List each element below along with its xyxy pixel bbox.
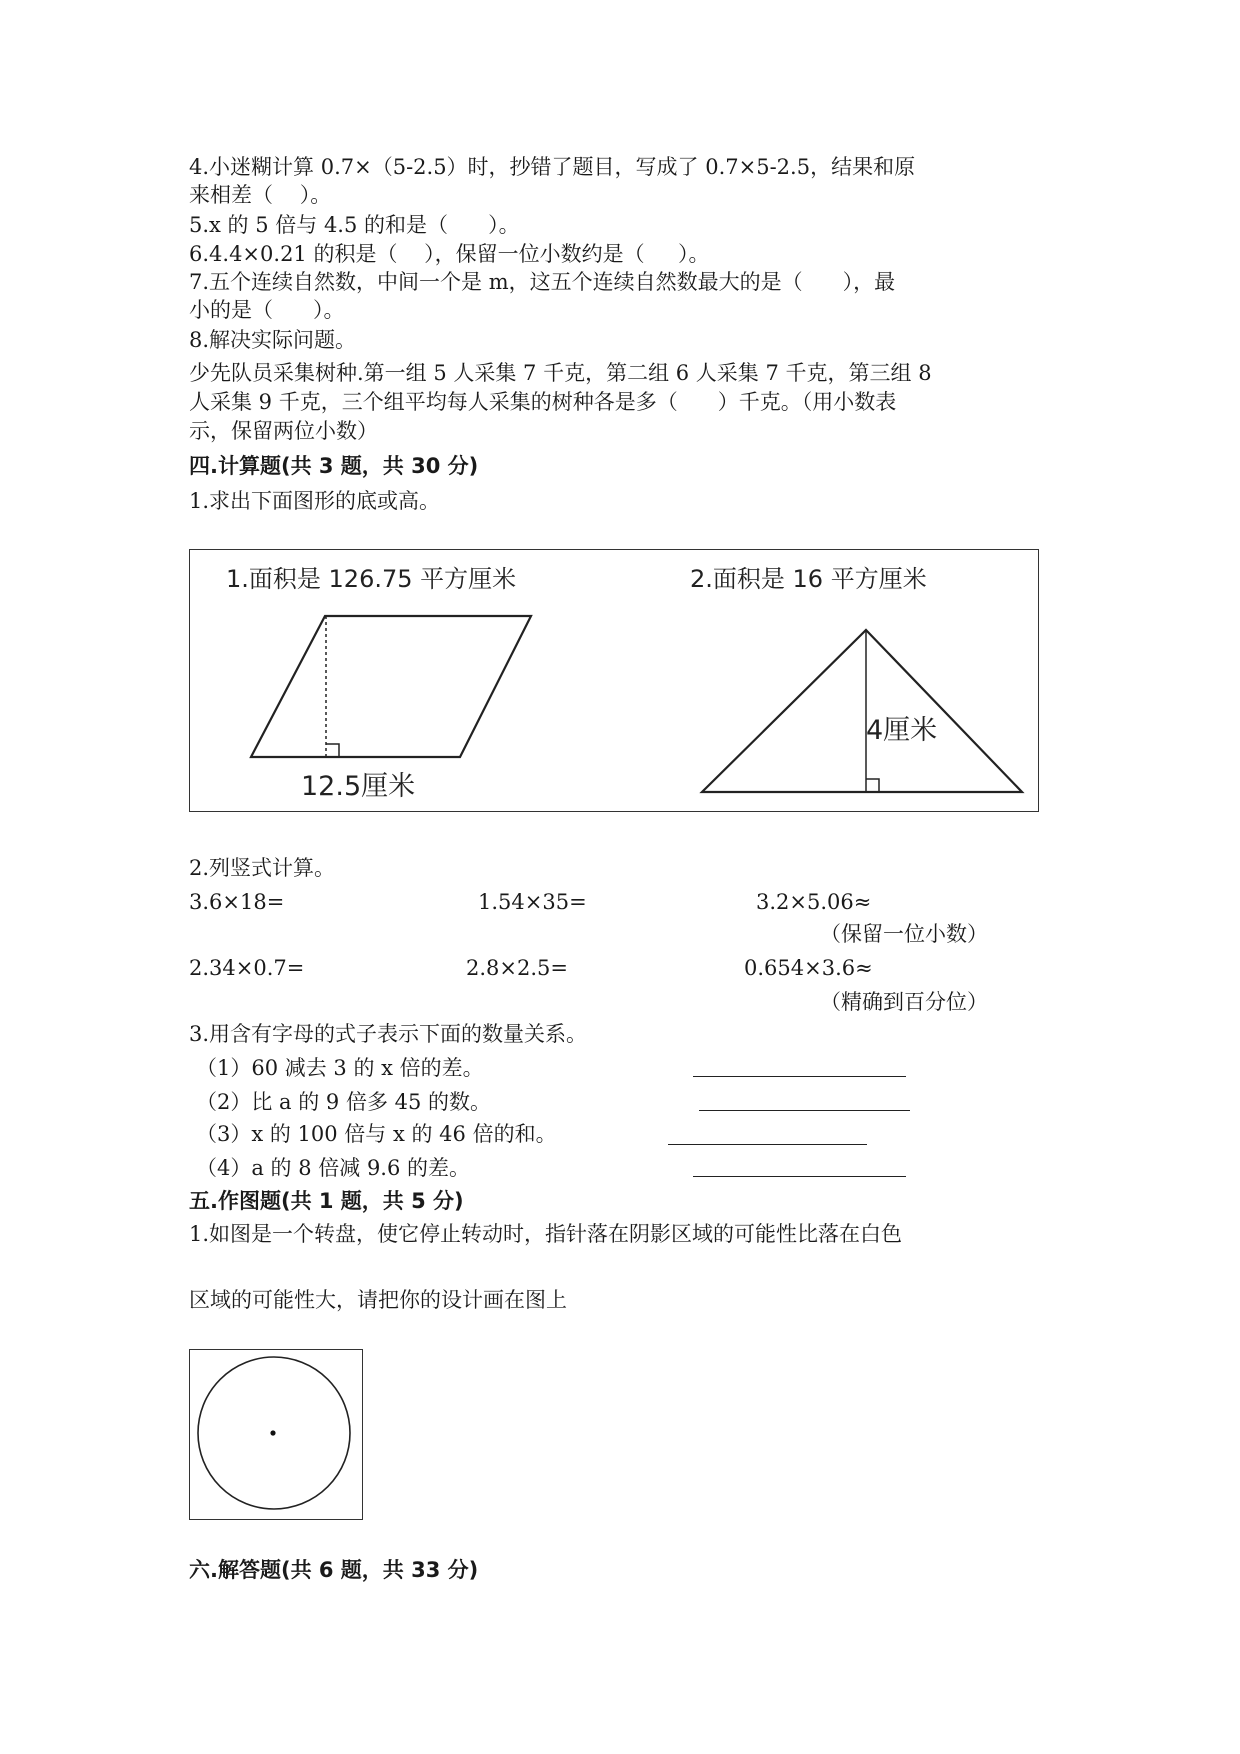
parallelogram-shape xyxy=(251,616,531,757)
question-4-line-2: 来相差（ ）。 xyxy=(189,183,332,207)
calc-item-6-note: （精确到百分位） xyxy=(820,990,988,1014)
triangle-right-angle-mark xyxy=(866,779,879,792)
parallelogram-right-angle-mark xyxy=(326,744,339,757)
calc-item-2: 1.54×35= xyxy=(478,890,587,914)
question-7-line-1: 7.五个连续自然数，中间一个是 m，这五个连续自然数最大的是（ ），最 xyxy=(189,270,896,294)
question-7-line-2: 小的是（ ）。 xyxy=(189,298,345,322)
geometry-figure xyxy=(189,549,1039,812)
calc-item-3-note: （保留一位小数） xyxy=(820,922,988,946)
relation-item-1: （1）60 减去 3 的 x 倍的差。 xyxy=(196,1056,484,1080)
spinner-drawing-box[interactable] xyxy=(189,1349,363,1520)
relation-item-4: （4）a 的 8 倍减 9.6 的差。 xyxy=(196,1156,471,1180)
calc-item-4: 2.34×0.7= xyxy=(189,956,305,980)
triangle-shape xyxy=(702,630,1022,792)
calc-item-6: 0.654×3.6≈ xyxy=(744,956,873,980)
section-6-heading: 六.解答题(共 6 题，共 33 分) xyxy=(189,1558,479,1582)
question-6: 6.4.4×0.21 的积是（ ），保留一位小数约是（ ）。 xyxy=(189,242,710,266)
calc-item-5: 2.8×2.5= xyxy=(466,956,568,980)
spinner-center-dot xyxy=(270,1430,275,1435)
calc-item-1: 3.6×18= xyxy=(189,890,285,914)
left-figure-caption: 1.面积是 126.75 平方厘米 xyxy=(226,565,517,593)
section-4-heading: 四.计算题(共 3 题，共 30 分) xyxy=(189,454,479,478)
triangle-height-label: 4厘米 xyxy=(866,715,938,746)
geometry-figure-svg xyxy=(190,550,1040,813)
section-4-question-2: 2.列竖式计算。 xyxy=(189,856,336,880)
section-4-question-3: 3.用含有字母的式子表示下面的数量关系。 xyxy=(189,1022,588,1046)
relation-answer-blank-3[interactable] xyxy=(668,1144,867,1145)
parallelogram-base-label: 12.5厘米 xyxy=(301,771,416,802)
spinner-svg xyxy=(190,1350,364,1521)
question-8-text-line-2: 人采集 9 千克，三个组平均每人采集的树种各是多（ ）千克。（用小数表 xyxy=(189,390,897,414)
question-8-text-line-1: 少先队员采集树种.第一组 5 人采集 7 千克，第二组 6 人采集 7 千克，第三组 8 xyxy=(189,361,932,385)
section-5-question-1-line-2: 区域的可能性大，请把你的设计画在图上 xyxy=(189,1288,567,1312)
question-8-text-line-3: 示，保留两位小数） xyxy=(189,419,378,443)
question-8: 8.解决实际问题。 xyxy=(189,328,357,352)
question-5: 5.x 的 5 倍与 4.5 的和是（ ）。 xyxy=(189,213,520,237)
relation-answer-blank-2[interactable] xyxy=(699,1110,910,1111)
calc-item-3: 3.2×5.06≈ xyxy=(756,890,872,914)
right-figure-caption: 2.面积是 16 平方厘米 xyxy=(690,565,927,593)
relation-item-3: （3）x 的 100 倍与 x 的 46 倍的和。 xyxy=(196,1122,557,1146)
question-4-line-1: 4.小迷糊计算 0.7×（5-2.5）时，抄错了题目，写成了 0.7×5-2.5，结果和原 xyxy=(189,155,916,179)
section-5-question-1-line-1: 1.如图是一个转盘，使它停止转动时，指针落在阴影区域的可能性比落在白色 xyxy=(189,1222,903,1246)
section-4-question-1: 1.求出下面图形的底或高。 xyxy=(189,489,441,513)
relation-answer-blank-4[interactable] xyxy=(693,1176,906,1177)
relation-item-2: （2）比 a 的 9 倍多 45 的数。 xyxy=(196,1090,492,1114)
relation-answer-blank-1[interactable] xyxy=(693,1076,906,1077)
section-5-heading: 五.作图题(共 1 题，共 5 分) xyxy=(189,1189,464,1213)
